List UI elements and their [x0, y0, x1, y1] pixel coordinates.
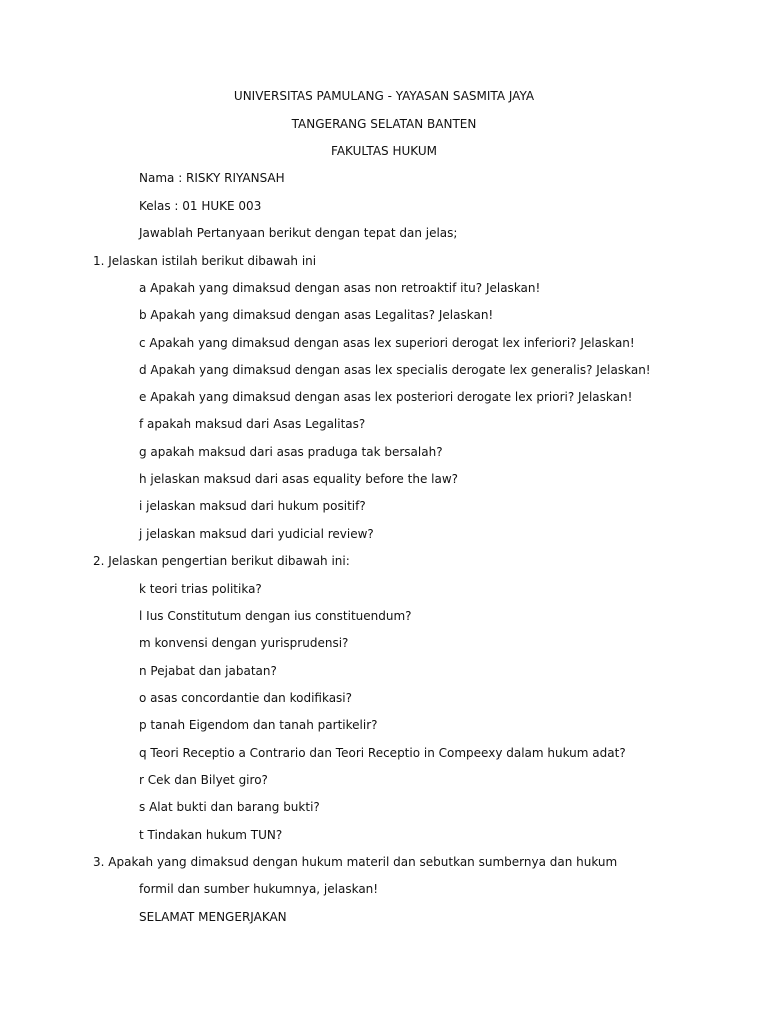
section-3-title-line-2: formil dan sumber hukumnya, jelaskan!	[139, 882, 379, 896]
question-c: c Apakah yang dimaksud dengan asas lex superiori derogat lex inferiori? Jelaskan!	[139, 336, 635, 350]
question-n: n Pejabat dan jabatan?	[139, 664, 277, 678]
question-f: f apakah maksud dari Asas Legalitas?	[139, 417, 366, 431]
question-j: j jelaskan maksud dari yudicial review?	[139, 527, 374, 541]
question-t: t Tindakan hukum TUN?	[139, 828, 283, 842]
question-b: b Apakah yang dimaksud dengan asas Legalitas? Jelaskan!	[139, 308, 494, 322]
question-m: m konvensi dengan yurisprudensi?	[139, 636, 349, 650]
question-q: q Teori Receptio a Contrario dan Teori Receptio in Compeexy dalam hukum adat?	[139, 746, 626, 760]
question-i: i jelaskan maksud dari hukum positif?	[139, 499, 366, 513]
section-3-title-line-1: 3. Apakah yang dimaksud dengan hukum materil dan sebutkan sumbernya dan hukum	[93, 855, 618, 869]
student-class: Kelas : 01 HUKE 003	[139, 199, 262, 213]
section-2-title: 2. Jelaskan pengertian berikut dibawah ini:	[93, 554, 350, 568]
question-o: o asas concordantie dan kodifikasi?	[139, 691, 353, 705]
student-name: Nama : RISKY RIYANSAH	[139, 171, 285, 185]
question-g: g apakah maksud dari asas praduga tak bersalah?	[139, 445, 443, 459]
question-l: l Ius Constitutum dengan ius constituendum?	[139, 609, 412, 623]
university-heading: UNIVERSITAS PAMULANG - YAYASAN SASMITA JAYA	[233, 89, 535, 103]
closing-text: SELAMAT MENGERJAKAN	[139, 910, 287, 924]
question-e: e Apakah yang dimaksud dengan asas lex posteriori derogate lex priori? Jelaskan!	[139, 390, 633, 404]
section-1-title: 1. Jelaskan istilah berikut dibawah ini	[93, 254, 317, 268]
question-k: k teori trias politika?	[139, 582, 262, 596]
city-heading: TANGERANG SELATAN BANTEN	[291, 117, 477, 131]
faculty-heading: FAKULTAS HUKUM	[331, 144, 437, 158]
question-a: a Apakah yang dimaksud dengan asas non retroaktif itu? Jelaskan!	[139, 281, 541, 295]
instruction-text: Jawablah Pertanyaan berikut dengan tepat dan jelas;	[139, 226, 458, 240]
question-s: s Alat bukti dan barang bukti?	[139, 800, 320, 814]
question-r: r Cek dan Bilyet giro?	[139, 773, 268, 787]
question-d: d Apakah yang dimaksud dengan asas lex specialis derogate lex generalis? Jelaskan!	[139, 363, 651, 377]
question-h: h jelaskan maksud dari asas equality before the law?	[139, 472, 459, 486]
question-p: p tanah Eigendom dan tanah partikelir?	[139, 718, 378, 732]
